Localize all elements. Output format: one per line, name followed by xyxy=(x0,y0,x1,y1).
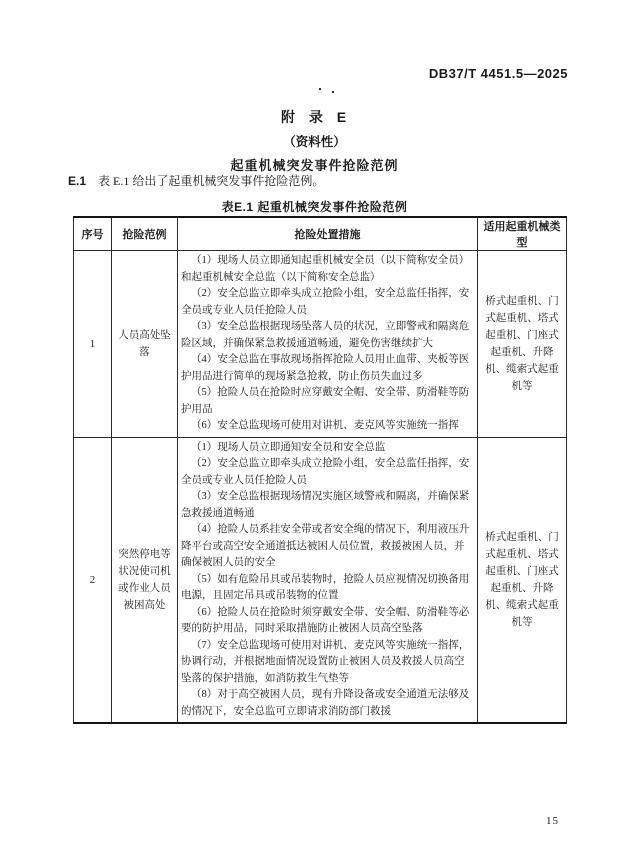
measure-item: （8）对于高空被困人员，现有升降设备或安全通道无法够及的情况下，安全总监可立即请求消防部门救援 xyxy=(181,689,470,717)
cell-applicable-types: 桥式起重机、门式起重机、塔式起重机、门座式起重机、升降机、缆索式起重机等 xyxy=(478,251,567,438)
cell-example: 突然停电等状况使司机或作业人员被困高处 xyxy=(112,437,178,723)
col-header-measures: 抢险处置措施 xyxy=(178,217,478,251)
measure-item: （5）如有危险吊具或吊装物时，抢险人员应视情况切换备用电源，且固定吊具或吊装物的位置 xyxy=(181,573,470,601)
cell-serial-no: 2 xyxy=(74,437,112,723)
measure-item: （4）抢险人员系挂安全带或者安全绳的情况下，利用液压升降平台或高空安全通道抵达被困人员位置，救援被困人员，并确保被困人员的安全 xyxy=(181,524,470,568)
measure-item: （6）抢险人员在抢险时须穿戴安全带、安全帽、防滑鞋等必要的防护用品，同时采取措施防止被困人员高空坠落 xyxy=(181,606,470,634)
measure-item: （2）安全总监立即牵头成立抢险小组，安全总监任指挥，安全员或专业人员任抢险人员 xyxy=(181,458,470,486)
scan-artifact-dot xyxy=(319,88,321,90)
appendix-subtitle: （资料性） xyxy=(283,135,346,149)
col-header-serial-no: 序号 xyxy=(74,217,112,251)
measure-item: （1）现场人员立即通知安全员和安全总监 xyxy=(190,441,386,453)
clause-number: E.1 xyxy=(68,174,87,188)
measure-item: （3）安全总监根据现场坠落人员的状况，立即警戒和隔离危险区域，并确保紧急救援通道畅通，避免伤害继续扩大 xyxy=(181,321,470,349)
scan-artifact-dot xyxy=(332,91,334,93)
measure-item: （6）安全总监现场可使用对讲机、麦克风等实施统一指挥 xyxy=(190,420,459,431)
measure-item: （2）安全总监立即牵头成立抢险小组，安全总监任指挥，安全员或专业人员任抢险人员 xyxy=(181,288,470,316)
measure-item: （4）安全总监在事故现场指挥抢险人员用止血带、夹板等医护用品进行简单的现场紧急抢救，防止伤员失血过多 xyxy=(181,354,470,382)
cell-measures xyxy=(178,437,478,723)
page-number: 15 xyxy=(546,815,559,827)
appendix-label: 附 录 E xyxy=(280,109,349,125)
measure-item: （3）安全总监根据现场情况实施区域警戒和隔离，并确保紧急救援通道畅通 xyxy=(181,491,470,519)
cell-measures xyxy=(178,251,478,438)
appendix-title-block xyxy=(0,107,629,174)
table-row xyxy=(74,251,567,438)
clause-e1-paragraph xyxy=(68,172,324,189)
cell-serial-no: 1 xyxy=(74,251,112,438)
col-header-applicable-types: 适用起重机械类型 xyxy=(478,217,567,251)
clause-text: 表 E.1 给出了起重机械突发事件抢险范例。 xyxy=(98,174,325,188)
cell-applicable-types: 桥式起重机、门式起重机、塔式起重机、门座式起重机、升降机、缆索式起重机等 xyxy=(478,437,567,723)
rescue-examples-table xyxy=(73,216,567,724)
cell-example: 人员高处坠落 xyxy=(112,251,178,438)
measure-item: （5）抢险人员在抢险时应穿戴安全帽、安全带、防滑鞋等防护用品 xyxy=(181,387,470,415)
measure-item: （1）现场人员立即通知起重机械安全员（以下简称安全员）和起重机械安全总监（以下简称安全总监） xyxy=(181,255,470,283)
col-header-example: 抢险范例 xyxy=(112,217,178,251)
table-row xyxy=(74,437,567,723)
table-header-row xyxy=(74,217,567,251)
standard-doc-code: DB37/T 4451.5—2025 xyxy=(428,66,568,81)
appendix-title: 起重机械突发事件抢险范例 xyxy=(230,158,399,173)
measure-item: （7）安全总监现场可使用对讲机、麦克风等实施统一指挥，协调行动，并根据地面情况设置防止被困人员及救援人员高空坠落的保护措施，如消防救生气垫等 xyxy=(181,639,470,684)
table-caption: 表E.1 起重机械突发事件抢险范例 xyxy=(221,200,408,214)
